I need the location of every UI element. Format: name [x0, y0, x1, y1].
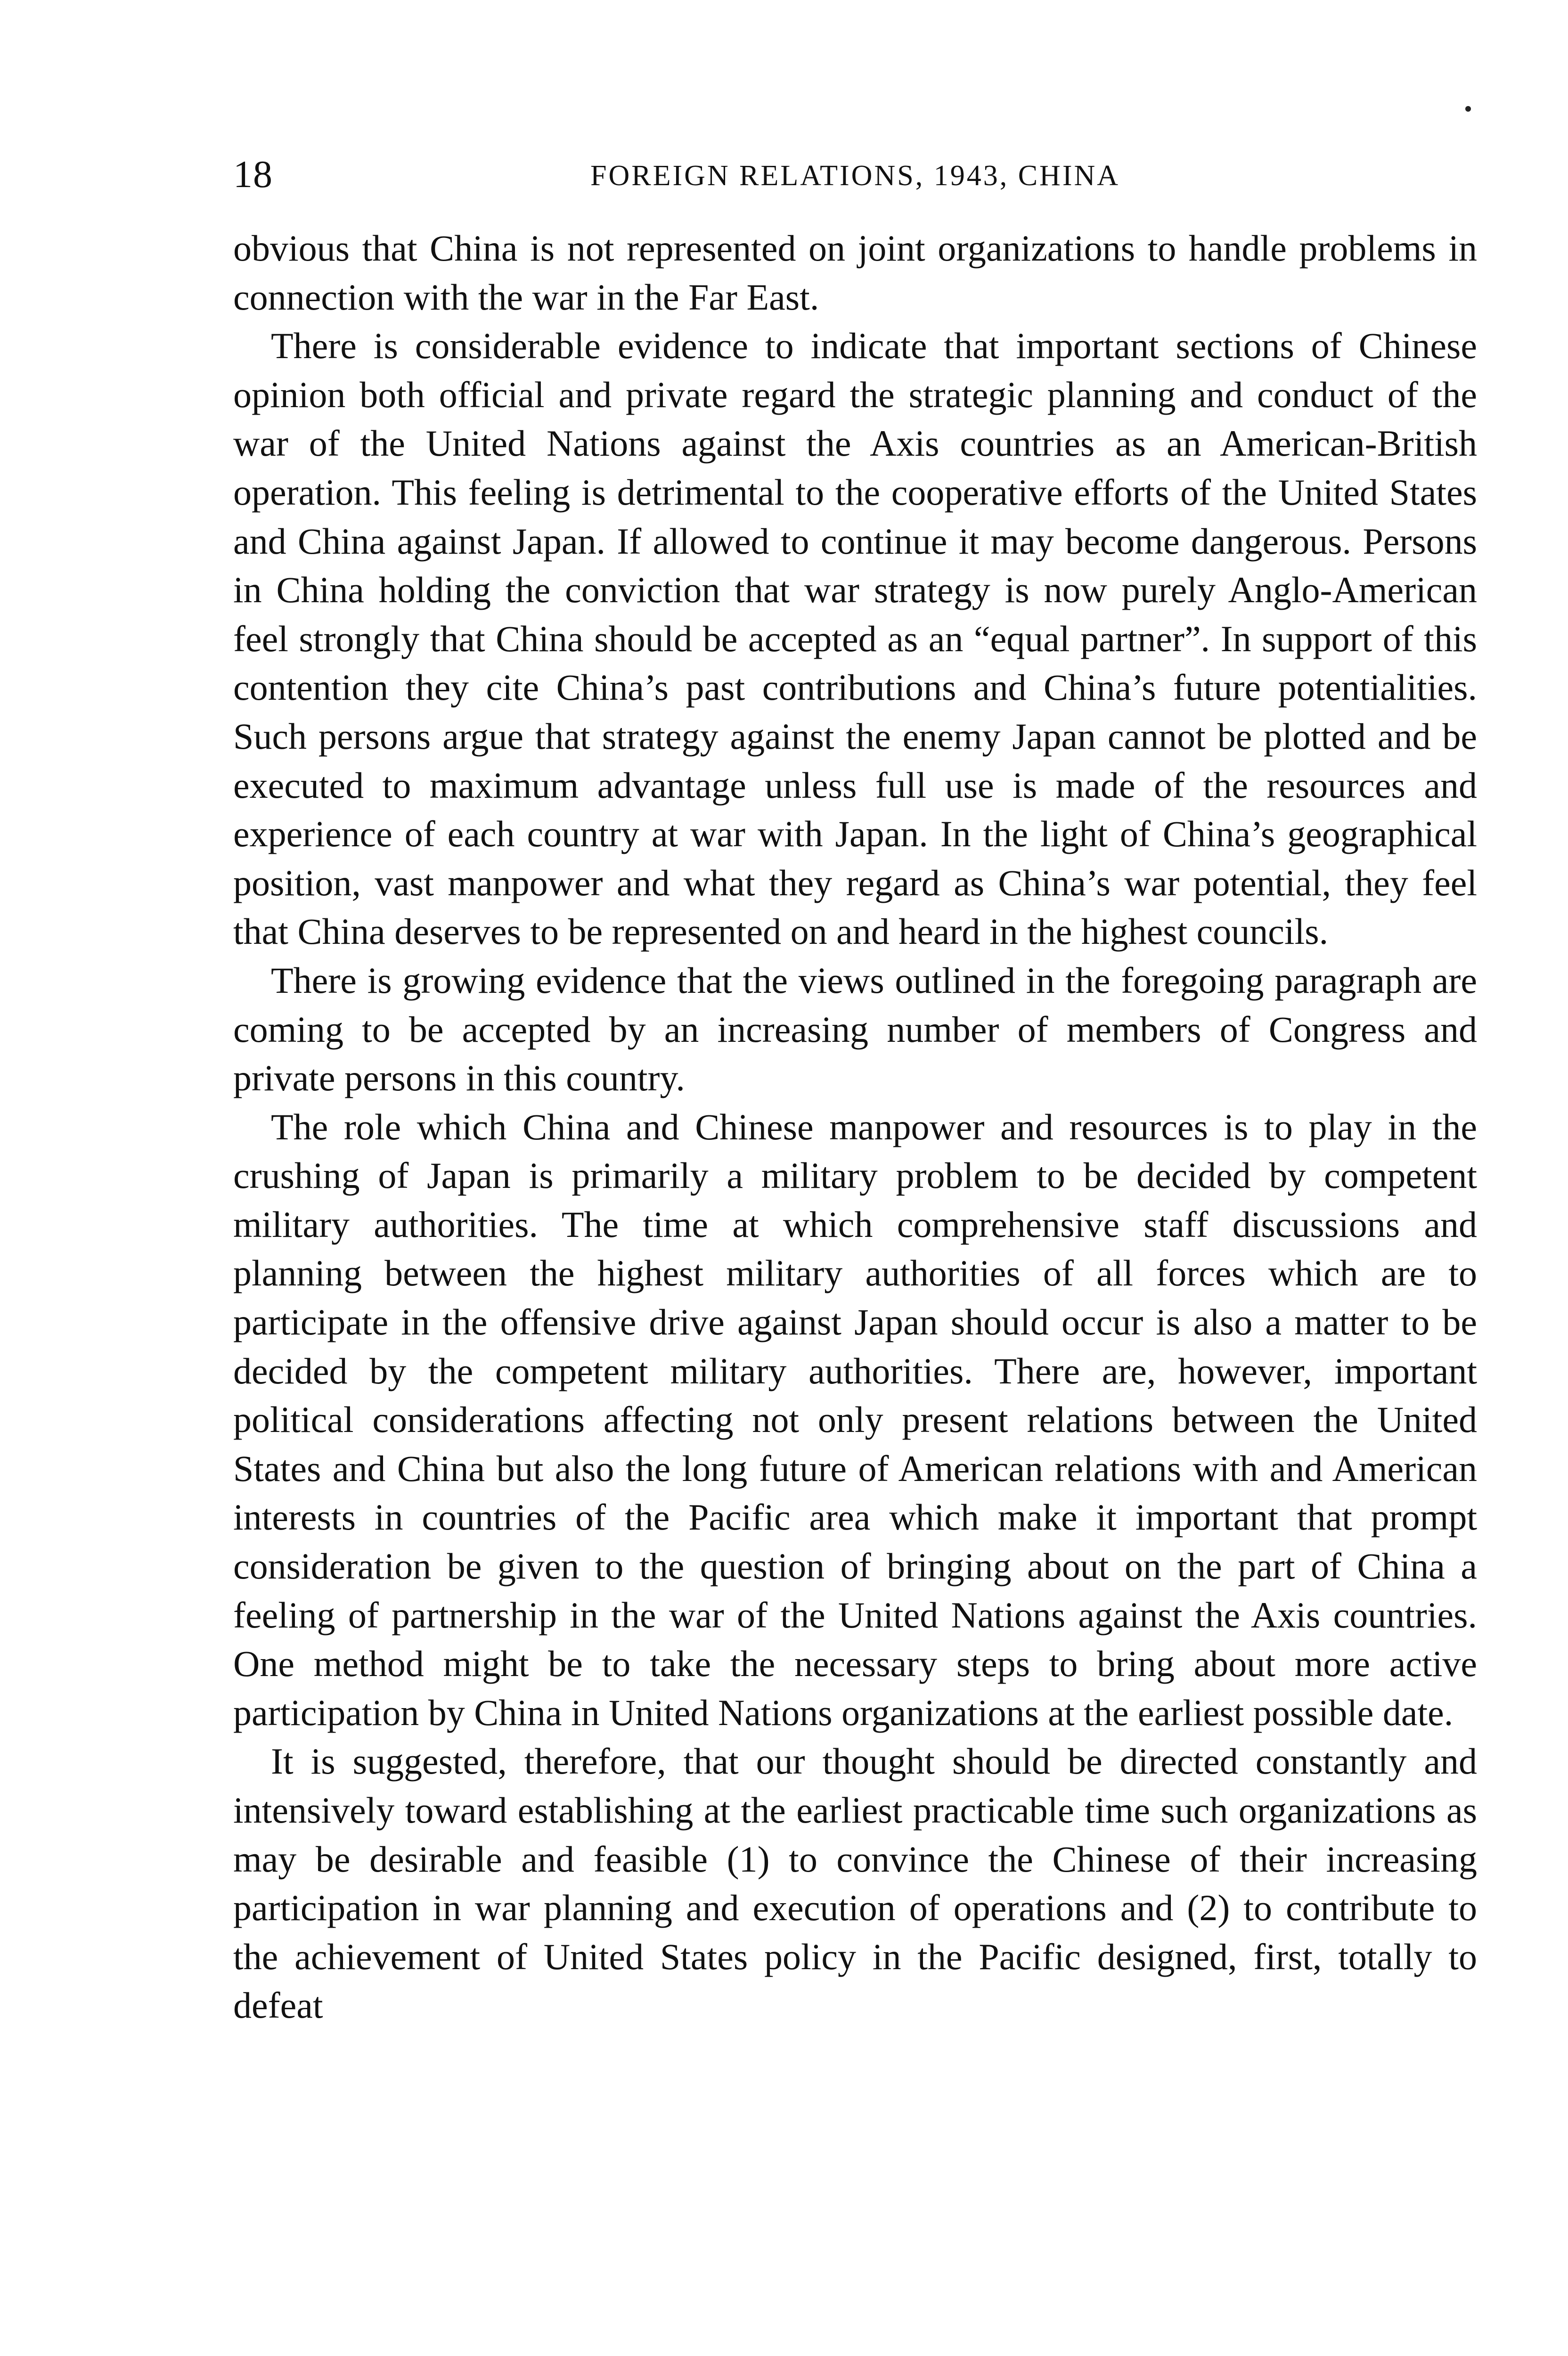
- scan-speck: [1465, 106, 1471, 112]
- page-number: 18: [233, 153, 273, 196]
- paragraph-suggestion: It is suggested, therefore, that our thought should be directed constantly and intensively toward establishing at the earliest practicable time such organizations as may be desirable and feasible (1) to convince the Chinese of their increasing participation in war planning and execution of operations and (2) to contribute to the achievement of United States policy in the Pacific designed, first, totally to defeat: [233, 1741, 1477, 2026]
- paragraph-chinese-opinion: There is considerable evidence to indicate that important sections of Chinese opinion both official and private regard the strategic planning and conduct of the war of the United Nations against the Axis countries as an American-British operation. This feeling is detrimental to the cooperative efforts of the United States and China against Japan. If allowed to continue it may become dangerous. Persons in China holding the conviction that war strategy is now purely Anglo-American feel strongly that China should be accepted as an “equal partner”. In support of this contention they cite China’s past contributions and China’s future potentialities. Such persons argue that strategy against the enemy Japan cannot be plotted and be executed to maximum advantage unless full use is made of the resources and experience of each country at war with Japan. In the light of China’s geographical position, vast manpower and what they regard as China’s war potential, they feel that China deserves to be represented on and heard in the highest councils.: [233, 325, 1477, 952]
- paragraph-continued: obvious that China is not represented on joint organizations to handle problems in connection with the war in the Far East.: [233, 228, 1477, 318]
- running-title: FOREIGN RELATIONS, 1943, CHINA: [590, 160, 1120, 192]
- paragraph-growing-evidence: There is growing evidence that the views outlined in the foregoing paragraph are coming to be accepted by an increasing number of members of Congress and private persons in this country.: [233, 959, 1477, 1099]
- paragraph-role-of-china: The role which China and Chinese manpower and resources is to play in the crushing of Japan is primarily a military problem to be decided by competent military authorities. The time at which comprehensive staff discussions and planning between the highest military authorities of all forces which are to participate in the offensive drive against Japan should occur is also a matter to be decided by the competent military authorities. There are, however, important political considerations affecting not only present relations between the United States and China but also the long future of American relations with and American interests in countries of the Pacific area which make it important that prompt consideration be given to the question of bringing about on the part of China a feeling of partnership in the war of the United Nations against the Axis countries. One method might be to take the necessary steps to bring about more active participation by China in United Nations organizations at the earliest possible date.: [233, 1106, 1477, 1733]
- body-text: [233, 224, 1477, 2030]
- running-head: [233, 151, 1477, 203]
